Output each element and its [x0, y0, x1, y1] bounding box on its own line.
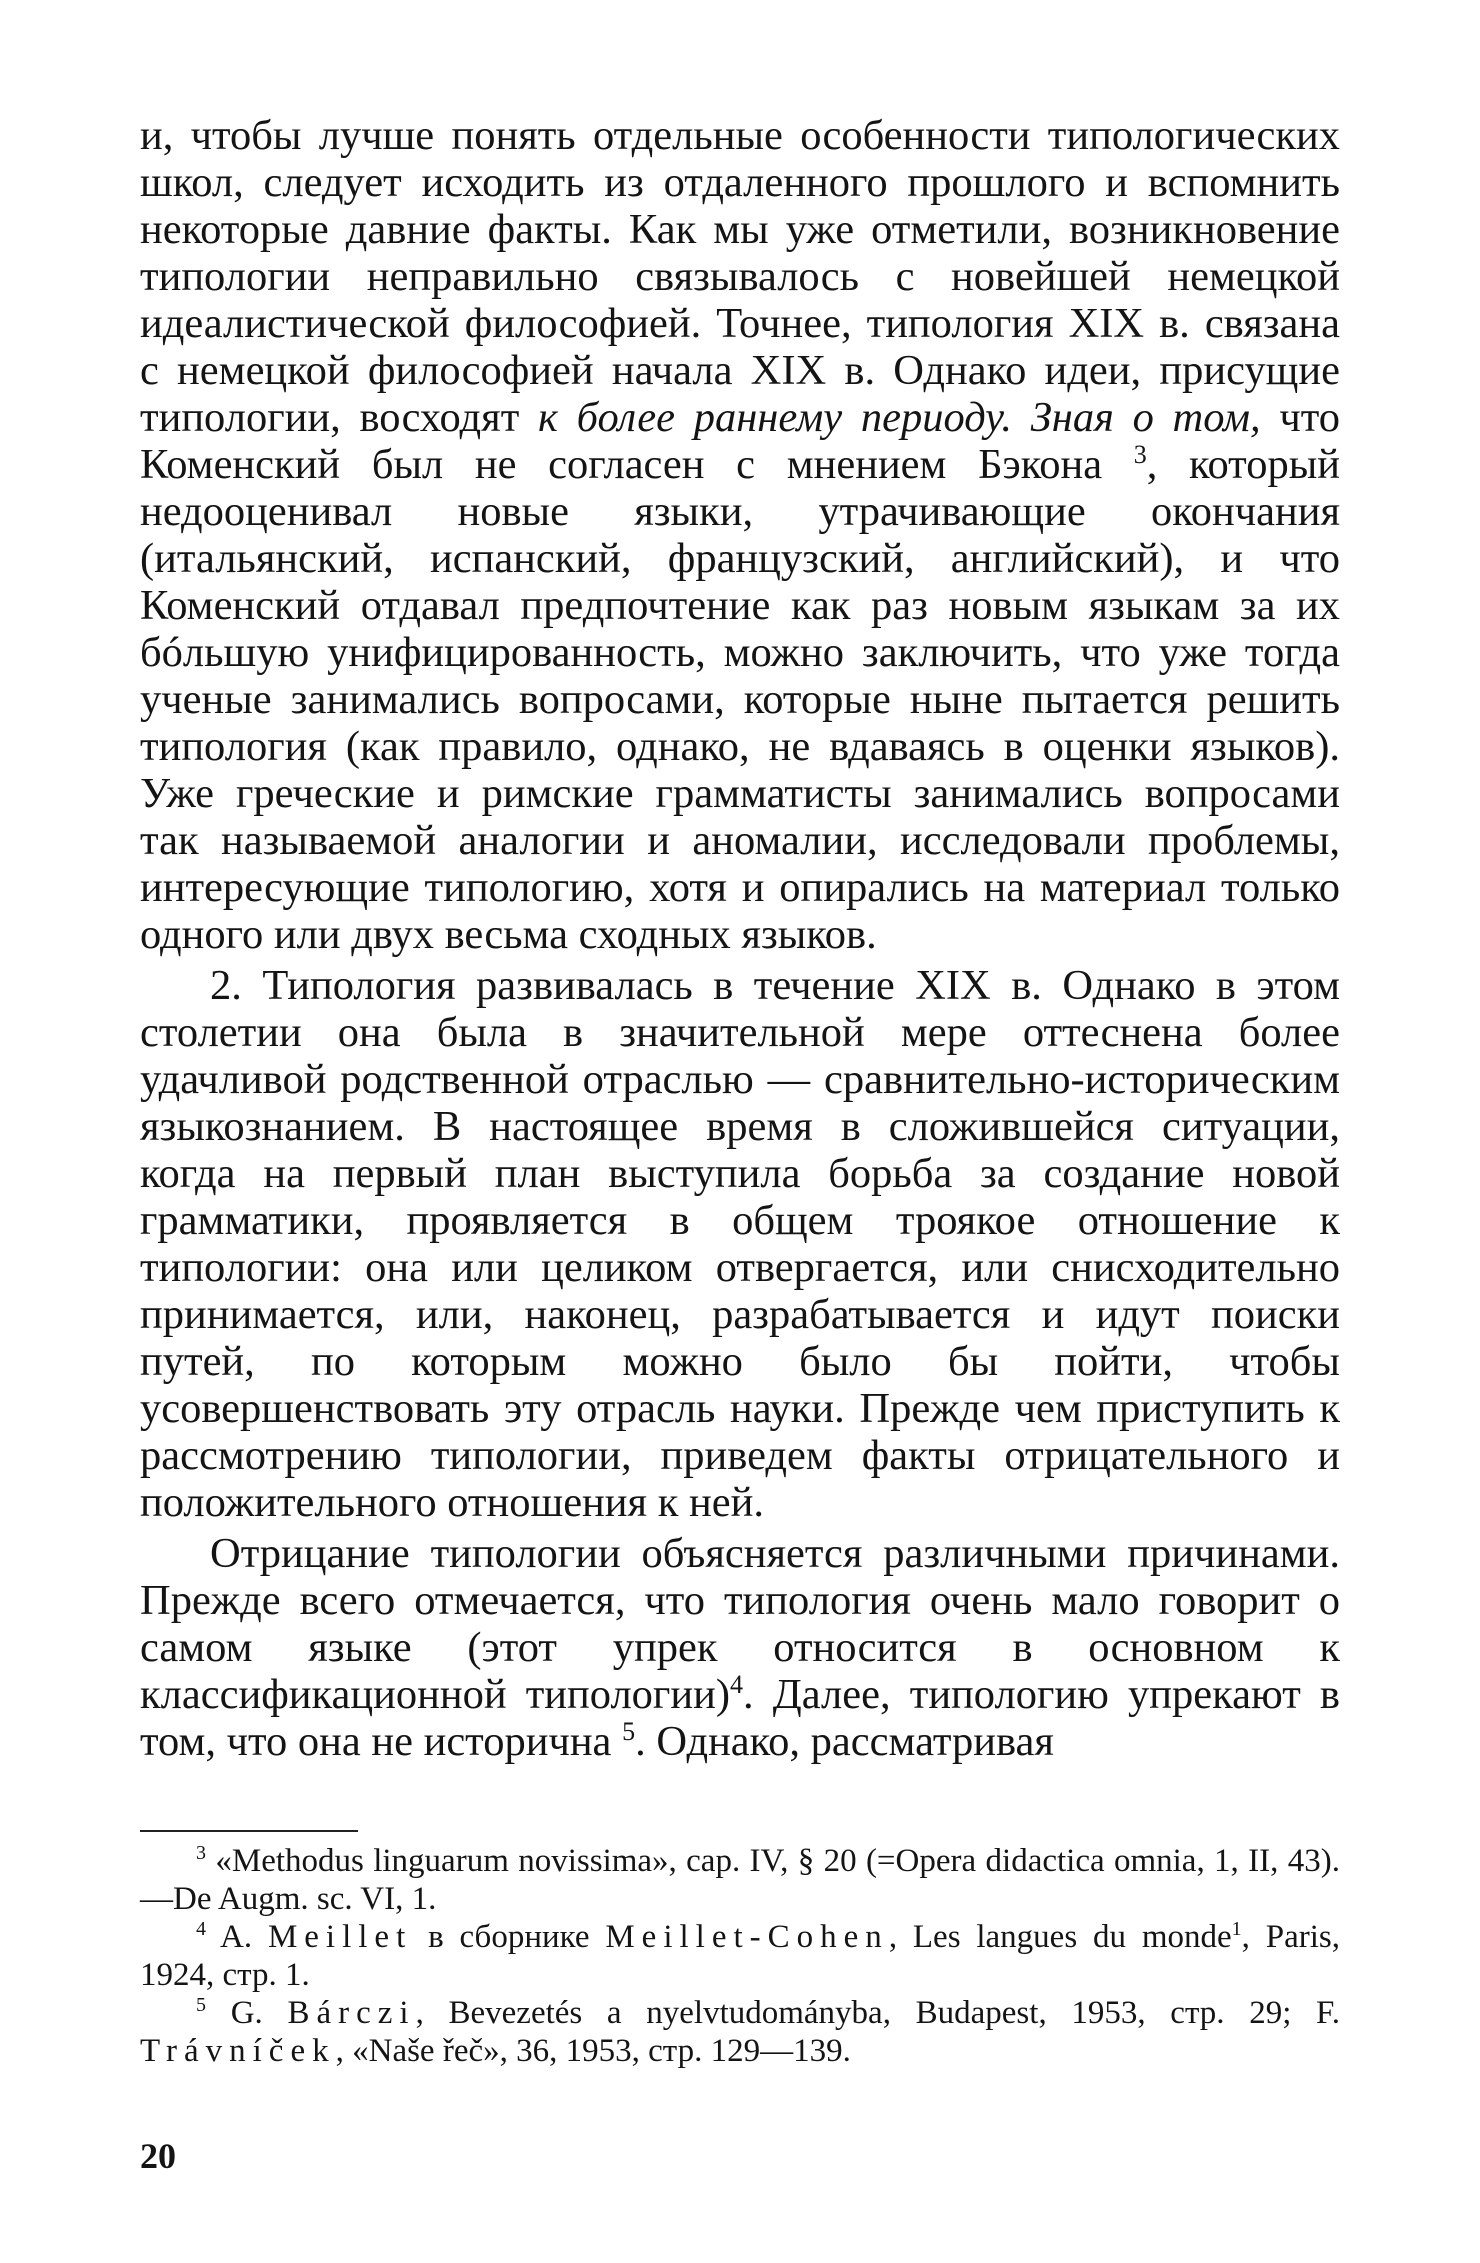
footnote-3: $^3$ «Methodus linguarum novissima», cap. IV, § 20 (=Opera didactica omnia, 1, II, 43).—De Augm. sc. VI, 1.: [140, 1842, 1340, 1917]
paragraph-2: 2. Типология развивалась в течение XIX в. Однако в этом столетии она была в значительной мере оттеснена более удачливой родственной отраслью — сравнительно-историческим языкознанием. В настоящее время в сложившейся ситуации, когда на первый план выступила борьба за создание новой грамматики, проявляется в общем троякое отношение к типологии: она или целиком отвергается, или снисходительно принимается, или, наконец, разрабатывается и идут поиски путей, по которым можно было бы пойти, чтобы усовершенствовать эту отрасль науки. Прежде чем приступить к рассмотрению типологии, приведем факты отрицательного и положительного отношения к ней.: [140, 962, 1340, 1526]
main-text: [140, 112, 1340, 1765]
paragraph-1: и, чтобы лучше понять отдельные особенности типологических школ, следует исходить из отдаленного прошлого и вспомнить некоторые давние факты. Как мы уже отметили, возникновение типологии неправильно связывалось с новейшей немецкой идеалистической философией. Точнее, типология XIX в. связана с немецкой философией начала XIX в. Однако идеи, присущие типологии, восходят к более раннему периоду. Зная о том, что Коменский был не согласен с мнением Бэкона $^3$, который недооценивал новые языки, утрачивающие окончания (итальянский, испанский, французский, английский), и что Коменский отдавал предпочтение как раз новым языкам за их бóльшую унифицированность, можно заключить, что уже тогда ученые занимались вопросами, которые ныне пытается решить типология (как правило, однако, не вдаваясь в оценки языков). Уже греческие и римские грамматисты занимались вопросами так называемой аналогии и аномалии, исследовали проблемы, интересующие типологию, хотя и опирались на материал только одного или двух весьма сходных языков.: [140, 112, 1341, 958]
footnotes: [140, 1842, 1340, 2070]
author-name: Meillet-Cohen: [605, 1919, 889, 1955]
footnote-ref-4: 4: [730, 1669, 744, 1699]
page-number: 20: [140, 2136, 176, 2176]
footnote-ref-5: 5: [622, 1716, 636, 1746]
footnote-ref-3: 3: [1133, 439, 1147, 469]
paragraph-3: Отрицание типологии объясняется различными причинами. Прежде всего отмечается, что типология очень мало говорит о самом языке (этот упрек относится в основном к классификационной типологии)$^4$. Далее, типологию упрекают в том, что она не исторична $^5$. Однако, рассматривая: [140, 1530, 1340, 1765]
footnote-4: $^4$ A. Meillet в сборнике Meillet-Cohen, Les langues du monde$^1$, Paris, 1924, стр. 1.: [140, 1918, 1340, 1993]
italic-phrase: к более раннему периоду. Зная о том,: [538, 394, 1261, 441]
author-name: Bárczi: [287, 1995, 416, 2031]
author-name: Meillet: [267, 1919, 413, 1955]
footnote-5: $^5$ G. Bárczi, Bevezetés a nyelvtudományba, Budapest, 1953, стр. 29; F. Trávníček, «Naše řeč», 36, 1953, стр. 129—139.: [140, 1994, 1341, 2069]
author-name: Trávníček: [140, 2033, 336, 2069]
footnote-divider: [140, 1830, 358, 1832]
